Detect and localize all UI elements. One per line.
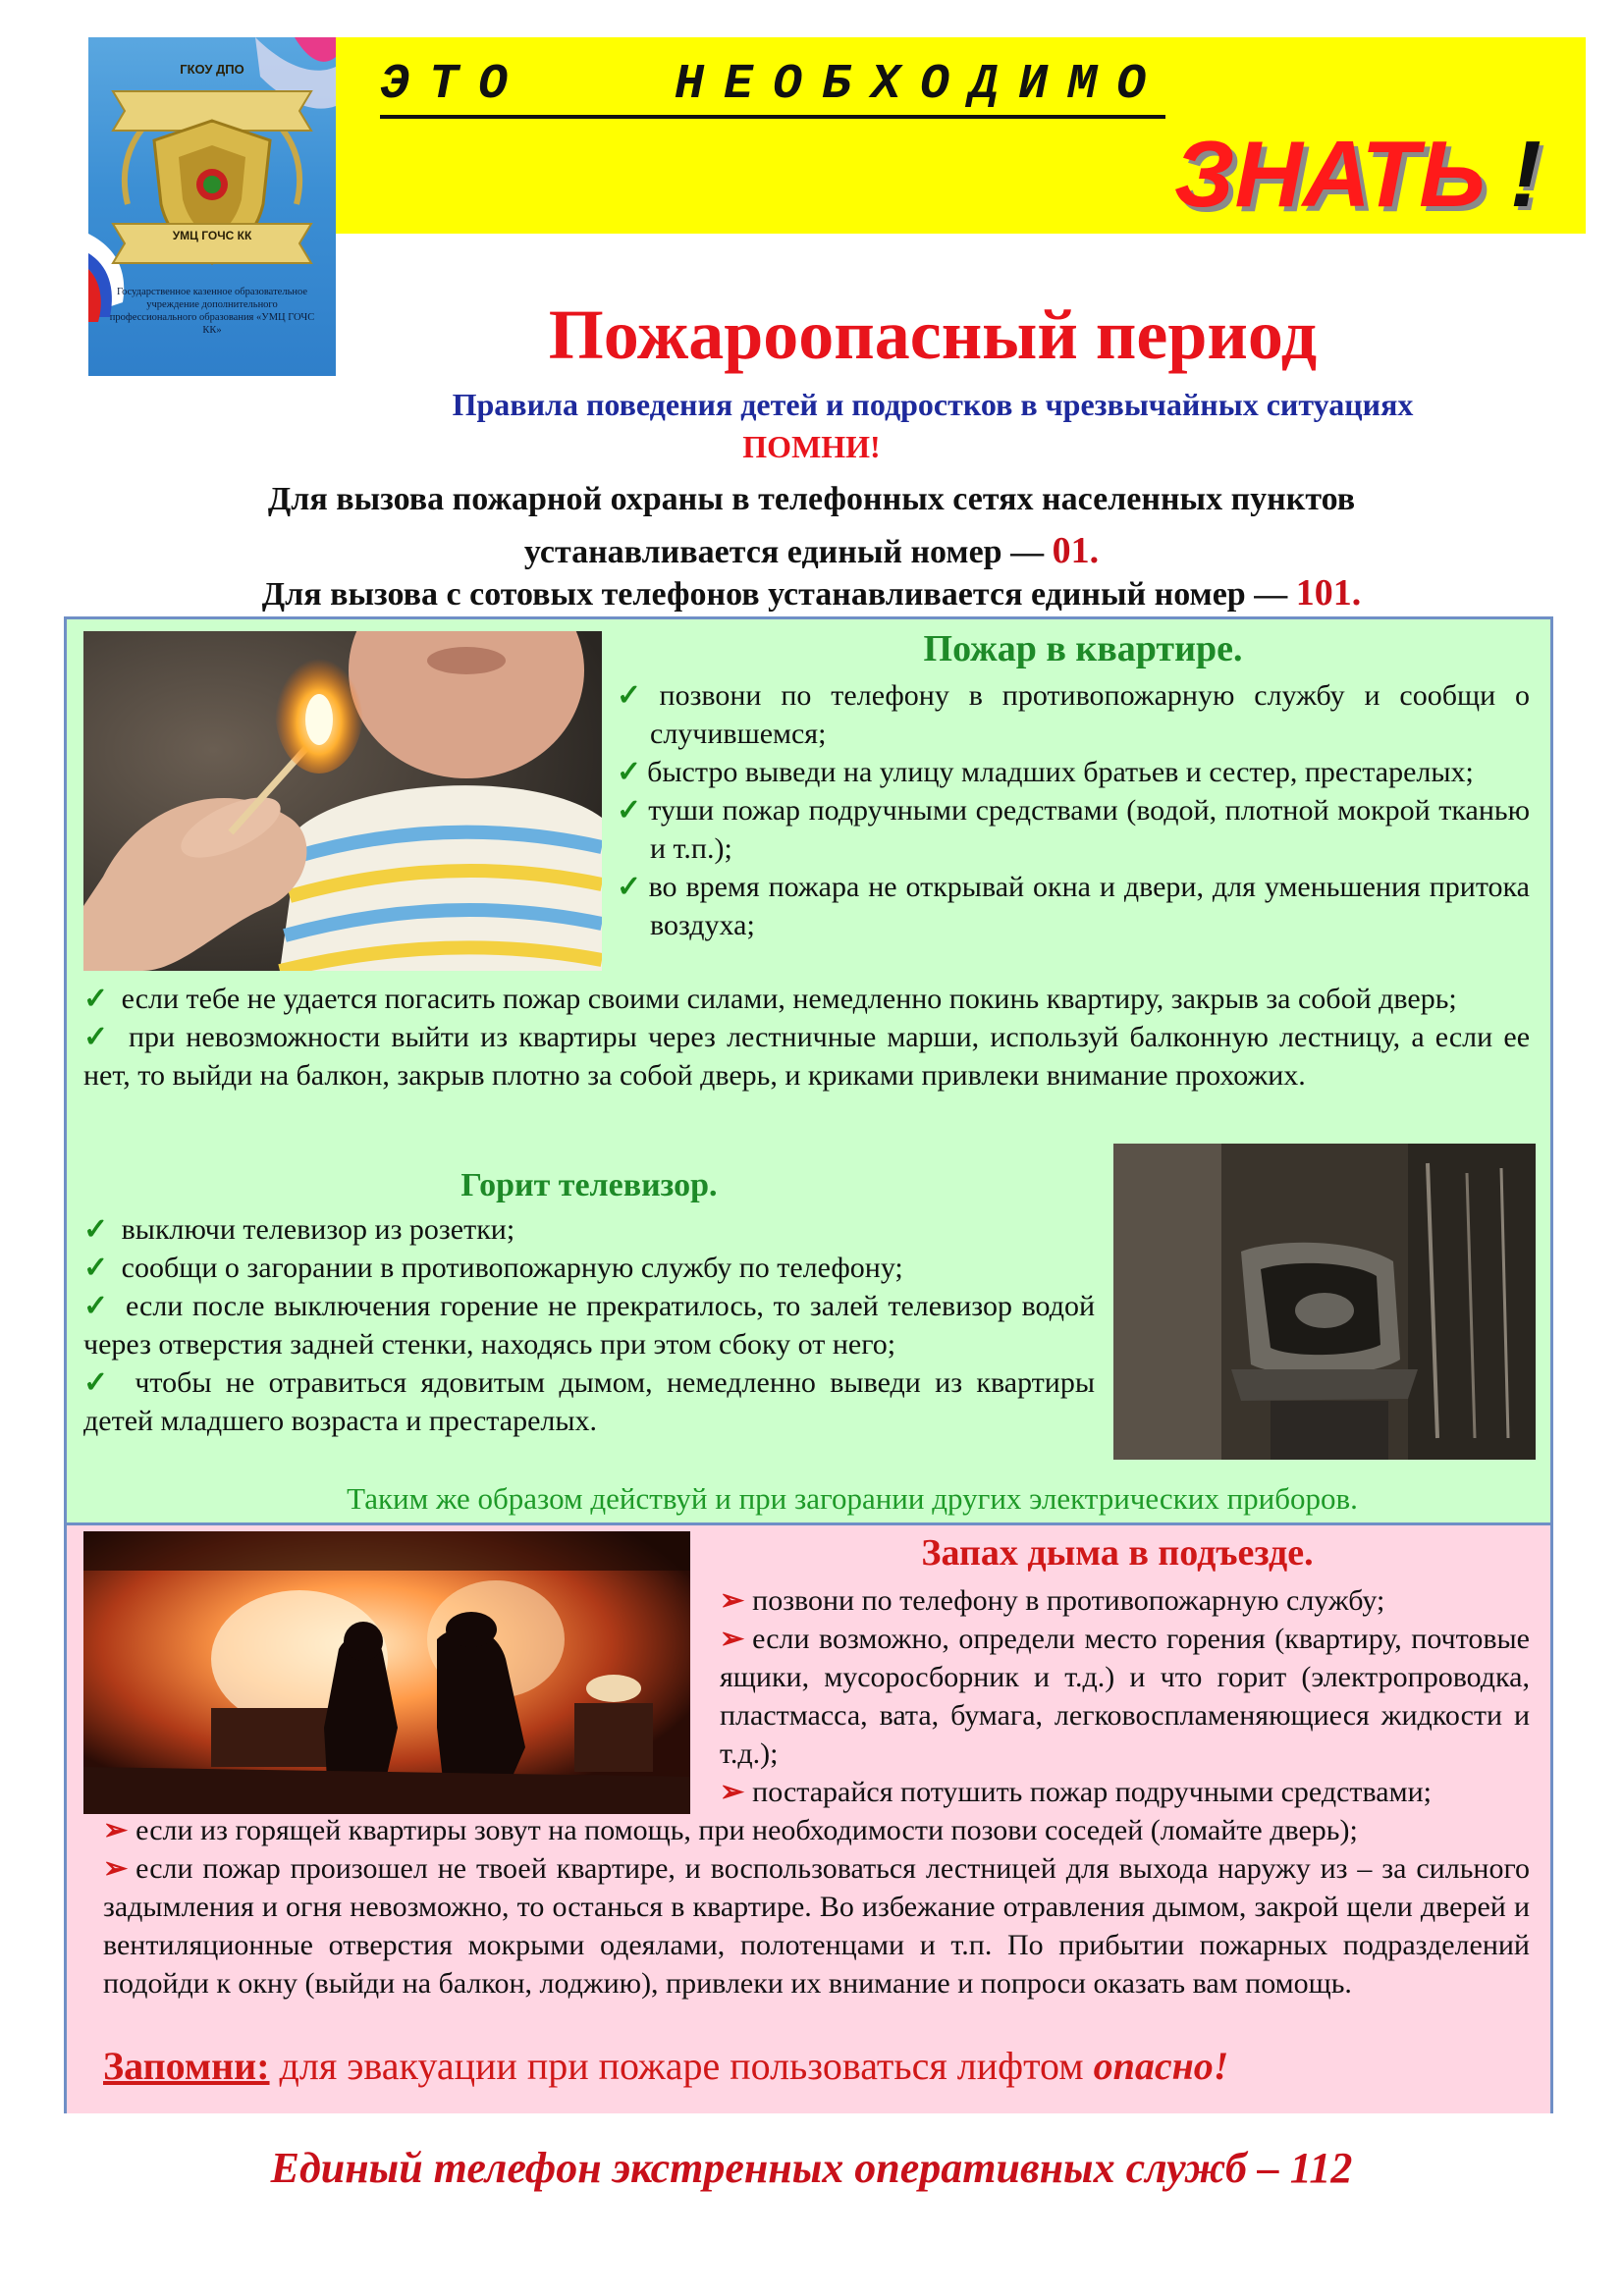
- arrow-bullet-icon: ➢: [103, 1852, 129, 1885]
- phone-line-1: Для вызова пожарной охраны в телефонных сетях населенных пунктов: [267, 481, 1356, 517]
- checkmark-icon: ✓: [83, 1290, 111, 1322]
- list-item: ✓ быстро выведи на улицу младших братьев и сестер, престарелых;: [617, 756, 1474, 788]
- warning-emphasis: опасно!: [1093, 2044, 1229, 2088]
- phone-info-landline: [0, 474, 1623, 578]
- warning-label: Запомни:: [103, 2044, 270, 2088]
- elevator-warning: [103, 2043, 1530, 2089]
- phone-number-101: 101.: [1295, 572, 1362, 614]
- list-item: ➢ если из горящей квартиры зовут на помощь, при необходимости позови соседей (ломайте дверь);: [103, 1814, 1358, 1846]
- emblem-top-caption: ГКОУ ДПО: [180, 62, 244, 77]
- apartment-fire-title: Пожар в квартире.: [923, 628, 1243, 669]
- arrow-bullet-icon: ➢: [720, 1623, 745, 1655]
- smoke-list: [720, 1581, 1530, 1811]
- list-item: ➢ позвони по телефону в противопожарную службу;: [720, 1584, 1385, 1617]
- apartment-fire-section: [67, 619, 1550, 1522]
- checkmark-icon: ✓: [83, 1366, 115, 1399]
- phone-info-mobile: [0, 571, 1623, 614]
- electrical-appliances-note: Таким же образом действуй и при загорании других электрических приборов.: [347, 1481, 1358, 1516]
- list-item: ✓ если после выключения горение не прекратилось, то залей телевизор водой через отверстия задней стенки, находясь при этом сбоку от него;: [83, 1290, 1096, 1361]
- checkmark-icon: ✓: [617, 679, 654, 712]
- header-banner: [336, 37, 1586, 234]
- warning-text: для эвакуации при пожаре пользоваться лифтом: [279, 2044, 1084, 2088]
- checkmark-icon: ✓: [617, 756, 642, 788]
- list-item: ✓ выключи телевизор из розетки;: [83, 1213, 515, 1246]
- firefighters-photo: [83, 1531, 690, 1814]
- phone-line-2: устанавливается единый номер —: [523, 534, 1045, 570]
- arrow-bullet-icon: ➢: [720, 1776, 745, 1808]
- page-title: Пожароопасный период: [548, 295, 1318, 374]
- list-item: ✓ при невозможности выйти из квартиры через лестничные марши, используй балконную лестницу, а если ее нет, то выйди на балкон, закрыв плотно за собой дверь, и криками привлеки внимание прохожих.: [83, 1021, 1531, 1092]
- checkmark-icon: ✓: [617, 871, 643, 903]
- list-item: ✓ если тебе не удается погасить пожар своими силами, немедленно покинь квартиру, закрыв за собой дверь;: [83, 983, 1457, 1015]
- checkmark-icon: ✓: [83, 1021, 112, 1053]
- checkmark-icon: ✓: [83, 1213, 109, 1246]
- smoke-list-wide: [103, 1811, 1530, 2002]
- burned-tv-photo: [1113, 1144, 1536, 1460]
- tv-fire-title: Горит телевизор.: [460, 1167, 718, 1203]
- list-item: ✓ туши пожар подручными средствами (водой, плотной мокрой тканью и т.п.);: [617, 794, 1530, 865]
- page-subtitle: Правила поведения детей и подростков в чрезвычайных ситуациях: [452, 387, 1414, 422]
- banner-znat-word: ЗНАТЬ: [1173, 122, 1487, 227]
- banner-title: ЭТО НЕОБХОДИМО: [380, 57, 1165, 119]
- apartment-fire-list-wide: [83, 980, 1530, 1095]
- child-with-match-photo: [83, 631, 602, 971]
- checkmark-icon: ✓: [83, 1252, 109, 1284]
- emergency-number-footer: Единый телефон экстренных оперативных служб – 112: [270, 2144, 1353, 2192]
- list-item: ✓ сообщи о загорании в противопожарную службу по телефону;: [83, 1252, 903, 1284]
- arrow-bullet-icon: ➢: [720, 1584, 745, 1617]
- emblem-bottom-caption: УМЦ ГОЧС КК: [172, 229, 252, 242]
- arrow-bullet-icon: ➢: [103, 1814, 129, 1846]
- smoke-title: Запах дыма в подъезде.: [921, 1532, 1314, 1574]
- tv-fire-list: [83, 1210, 1095, 1440]
- remember-heading: ПОМНИ!: [742, 429, 881, 464]
- phone-line-3: Для вызова с сотовых телефонов устанавливается единый номер —: [261, 576, 1288, 613]
- organization-emblem: [88, 37, 336, 376]
- list-item: ✓ позвони по телефону в противопожарную службу и сообщи о случившемся;: [617, 679, 1531, 750]
- checkmark-icon: ✓: [617, 794, 643, 827]
- list-item: ✓ во время пожара не открывай окна и двери, для уменьшения притока воздуха;: [617, 871, 1530, 941]
- list-item: ➢ если возможно, определи место горения (квартиру, почтовые ящики, мусоросборник и т.д.) и что горит (электропроводка, пластмасса, вата, бумага, легковоспламеняющиеся жидкости и т.д.);: [720, 1623, 1530, 1770]
- organization-name: Государственное казенное образовательное учреждение дополнительного профессионального образования «УМЦ ГОЧС КК»: [109, 287, 315, 336]
- safety-rules-block: [64, 616, 1553, 2113]
- banner-znat: [1174, 121, 1517, 229]
- list-item: ➢ постарайся потушить пожар подручными средствами;: [720, 1776, 1432, 1808]
- banner-exclamation: !: [1510, 122, 1542, 227]
- list-item: ➢ если пожар произошел не твоей квартире, и воспользоваться лестницей для выхода наружу из – за сильного задымления и огня невозможно, то останься в квартире. Во избежание отравления дымом, закрой щели дверей и вентиляционные отверстия мокрыми одеялами, полотенцами и т.п. По прибытии пожарных подразделений подойди к окну (выйди на балкон, лоджию), привлеки их внимание и попроси оказать вам помощь.: [103, 1852, 1530, 2000]
- checkmark-icon: ✓: [83, 983, 109, 1015]
- apartment-fire-list: [617, 676, 1530, 944]
- smoke-in-entrance-section: [67, 1522, 1550, 2113]
- phone-number-01: 01.: [1052, 530, 1100, 571]
- list-item: ✓ чтобы не отравиться ядовитым дымом, немедленно выведи из квартиры детей младшего возраста и престарелых.: [83, 1366, 1095, 1437]
